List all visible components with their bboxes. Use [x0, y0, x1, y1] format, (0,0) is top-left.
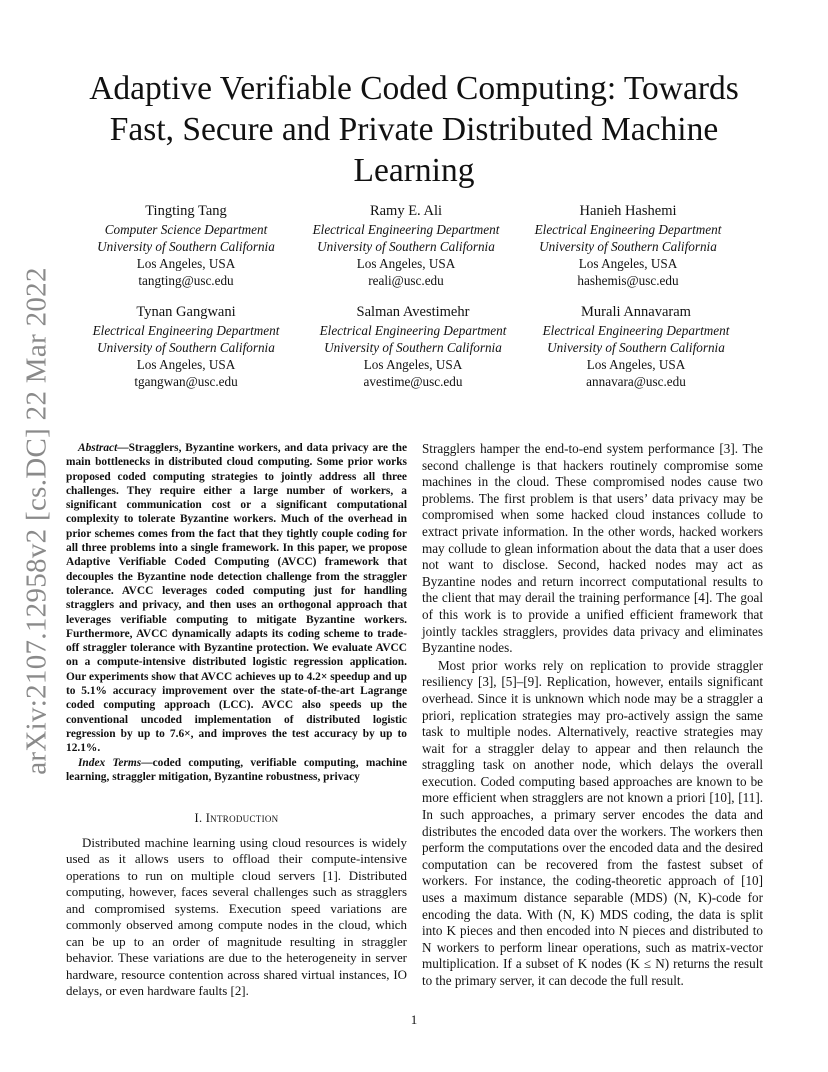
section-heading — [66, 810, 407, 827]
author-email[interactable]: avestime@usc.edu — [363, 374, 463, 389]
page-number: 1 — [410, 1012, 418, 1027]
author-dept: Electrical Engineering Department — [319, 323, 507, 338]
index-terms-text: —coded computing, verifiable computing, machine learning, straggler mitigation, Byzantine robustness, privacy — [66, 756, 407, 783]
author-block — [300, 201, 512, 289]
section-number: I. — [194, 811, 203, 826]
intro-paragraph: Distributed machine learning using cloud resources is widely used as it allows users to offload their compute-intensive operations to run on multiple cloud servers [1]. Distributed computing, however, faces several challenges such as stragglers and compromised systems. Execution speed variations are commonly observed among compute nodes in the cloud, which can be up to an order of magnitude resulting in straggler behavior. These variations are due to the heterogeneity in server hardware, resource contention across shared virtual instances, IO delays, or even hardware faults [2]. — [66, 834, 407, 999]
author-univ: University of Southern California — [317, 239, 495, 254]
author-city: Los Angeles, USA — [356, 256, 456, 271]
paper-title — [60, 68, 768, 191]
author-univ: University of Southern California — [97, 239, 275, 254]
abstract-label: Abstract — [78, 442, 118, 454]
author-email[interactable]: reali@usc.edu — [368, 273, 444, 288]
title-line: Adaptive Verifiable Coded Computing: Towards — [89, 70, 739, 107]
author-name: Tynan Gangwani — [136, 304, 236, 320]
author-email[interactable]: annavara@usc.edu — [586, 374, 686, 389]
section-title: Introduction — [205, 811, 279, 826]
body-paragraph: Stragglers hamper the end-to-end system performance [3]. The second challenge is that hackers routinely compromise some machines in the cloud. These compromised nodes cause two problems. The first problem is that users’ data privacy may be compromised when some hacked cloud instances collude to extract private information. In the other words, hacked workers may collude to glean information about the data that a user does not want to disclose. Second, hacked nodes may act as Byzantine nodes and return incorrect computational results to the client that may derail the training performance [4]. The goal of this work is to provide a unified efficient framework that jointly tackles stragglers, provides data privacy and eliminates Byzantine nodes. — [422, 441, 763, 656]
author-name: Murali Annavaram — [581, 304, 691, 320]
author-dept: Electrical Engineering Department — [312, 222, 500, 237]
author-city: Los Angeles, USA — [136, 256, 236, 271]
body-paragraph: Most prior works rely on replication to provide straggler resiliency [3], [5]–[9]. Replication, however, entails significant overhead. Since it is unknown which node may be a straggler a priori, replication strategies may pro-actively assign the same task to multiple nodes. Alternatively, reactive strategies may wait for a straggler delay to appear and then relaunch the straggling task on another node, which delays the overall execution. Coded computing based approaches are known to be more efficient when stragglers are not known a priori [10], [11]. In such approaches, a primary server encodes the data and distributes the encoded data over the workers. The workers then perform the computations over the encoded data and the desired computation can be recovered from the fastest subset of workers. For instance, the coding-theoretic approach of [10] uses a maximum distance separable (MDS) (N, K)-code for encoding the data. With (N, K) MDS coding, the data is split into K pieces and then encoded into N pieces and distributed to N workers to perform linear operations, such as matrix-vector multiplication. If a subset of K nodes (K ≤ N) returns the result to the primary server, it can decode the full result. — [422, 657, 763, 988]
index-terms — [66, 756, 407, 785]
author-name: Hanieh Hashemi — [579, 203, 677, 219]
author-block — [522, 201, 734, 289]
author-block — [530, 302, 742, 390]
author-block — [80, 201, 292, 289]
title-line: Learning — [353, 152, 475, 189]
author-block — [80, 302, 292, 390]
author-dept: Computer Science Department — [104, 222, 268, 237]
author-city: Los Angeles, USA — [363, 357, 463, 372]
author-univ: University of Southern California — [539, 239, 717, 254]
author-name: Salman Avestimehr — [356, 304, 470, 320]
author-name: Tingting Tang — [145, 203, 227, 219]
left-column — [66, 441, 407, 1000]
author-block — [304, 302, 522, 390]
author-city: Los Angeles, USA — [136, 357, 236, 372]
right-column — [422, 441, 763, 990]
author-city: Los Angeles, USA — [586, 357, 686, 372]
author-dept: Electrical Engineering Department — [534, 222, 722, 237]
arxiv-stamp — [20, 266, 53, 775]
title-line: Fast, Secure and Private Distributed Machine — [109, 111, 719, 148]
author-email[interactable]: hashemis@usc.edu — [577, 273, 679, 288]
author-dept: Electrical Engineering Department — [92, 323, 280, 338]
abstract-text: —Stragglers, Byzantine workers, and data privacy are the main bottlenecks in distributed cloud computing. Some prior works proposed coded computing strategies to jointly address all three challenges. They require either a large number of workers, a significant communication cost or a significant computational complexity to tolerate Byzantine workers. Much of the overhead in prior schemes comes from the fact that they tightly couple coding for all three problems into a single framework. In this paper, we propose Adaptive Verifiable Coded Computing (AVCC) framework that decouples the Byzantine node detection challenge from the straggler tolerance. AVCC leverages coded computing just for handling stragglers and privacy, and then uses an orthogonal approach that leverages verifiable computing to mitigate Byzantine workers. Furthermore, AVCC dynamically adapts its coding scheme to trade-off straggler tolerance with Byzantine protection. We evaluate AVCC on a compute-intensive distributed logistic regression application. Our experiments show that AVCC achieves up to 4.2× speedup and up to 5.1% accuracy improvement over the state-of-the-art Lagrange coded computing approach (LCC). AVCC also speeds up the conventional uncoded implementation of distributed logistic regression by up to 7.6×, and improves the test accuracy by up to 12.1%. — [66, 442, 407, 755]
index-terms-label: Index Terms — [78, 756, 142, 769]
abstract — [66, 441, 407, 756]
author-dept: Electrical Engineering Department — [542, 323, 730, 338]
author-name: Ramy E. Ali — [369, 203, 443, 219]
author-univ: University of Southern California — [547, 340, 725, 355]
author-univ: University of Southern California — [97, 340, 275, 355]
author-email[interactable]: tgangwan@usc.edu — [134, 374, 238, 389]
author-univ: University of Southern California — [324, 340, 502, 355]
author-city: Los Angeles, USA — [578, 256, 678, 271]
author-email[interactable]: tangting@usc.edu — [138, 273, 234, 288]
arxiv-stamp-text: arXiv:2107.12958v2 [cs.DC] 22 Mar 2022 — [20, 266, 53, 775]
